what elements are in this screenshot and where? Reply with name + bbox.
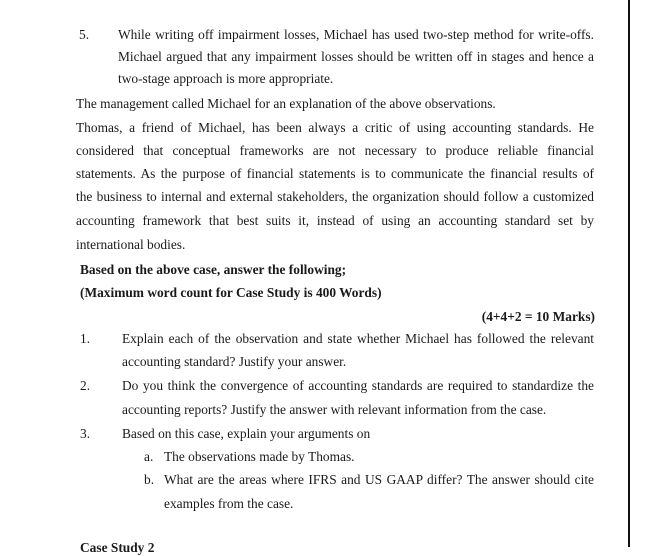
page-right-border xyxy=(628,0,630,547)
thomas-line-3: statements. As the purpose of financial statements is to communicate the financial results of xyxy=(76,166,594,181)
word-limit: (Maximum word count for Case Study is 400 Words) xyxy=(80,285,382,300)
item-5-line-3: two-stage approach is more appropriate. xyxy=(118,71,334,86)
thomas-line-1: Thomas, a friend of Michael, has been always a critic of using accounting standards. He xyxy=(76,120,594,135)
subitem-a-letter: a. xyxy=(144,449,154,464)
question-3-number: 3. xyxy=(80,426,91,441)
question-1-line-1: Explain each of the observation and state whether Michael has followed the relevant xyxy=(122,331,594,346)
subitem-b-line-1: What are the areas where IFRS and US GAAP differ? The answer should cite xyxy=(164,472,594,487)
question-2-line-2: accounting reports? Justify the answer with relevant information from the case. xyxy=(122,402,547,417)
item-5-number: 5. xyxy=(79,27,90,42)
marks-allocation: (4+4+2 = 10 Marks) xyxy=(481,309,595,324)
question-1-line-2: accounting standard? Justify your answer. xyxy=(122,354,347,369)
subitem-a-line-1: The observations made by Thomas. xyxy=(164,449,355,464)
next-section-heading: Case Study 2 xyxy=(80,540,155,555)
question-1-number: 1. xyxy=(80,331,91,346)
item-5-line-1: While writing off impairment losses, Michael has used two-step method for write-offs. xyxy=(118,27,594,42)
question-2-line-1: Do you think the convergence of accounting standards are required to standardize the xyxy=(122,378,594,393)
thomas-line-4: the business to internal and external stakeholders, the organization should follow a customized xyxy=(76,189,594,204)
thomas-line-6: international bodies. xyxy=(76,237,186,252)
question-3-line-1: Based on this case, explain your arguments on xyxy=(122,426,371,441)
subitem-b-line-2: examples from the case. xyxy=(164,496,294,511)
subitem-b-letter: b. xyxy=(144,472,155,487)
thomas-line-5: accounting framework that best suits it, instead of using an accounting standard set by xyxy=(76,213,594,228)
management-line: The management called Michael for an explanation of the above observations. xyxy=(76,96,496,111)
item-5-line-2: Michael argued that any impairment losses should be written off in stages and hence a xyxy=(118,49,594,64)
thomas-line-2: considered that conceptual frameworks are not necessary to produce reliable financial xyxy=(76,143,594,158)
instructions-heading: Based on the above case, answer the following; xyxy=(80,262,347,277)
question-2-number: 2. xyxy=(80,378,91,393)
